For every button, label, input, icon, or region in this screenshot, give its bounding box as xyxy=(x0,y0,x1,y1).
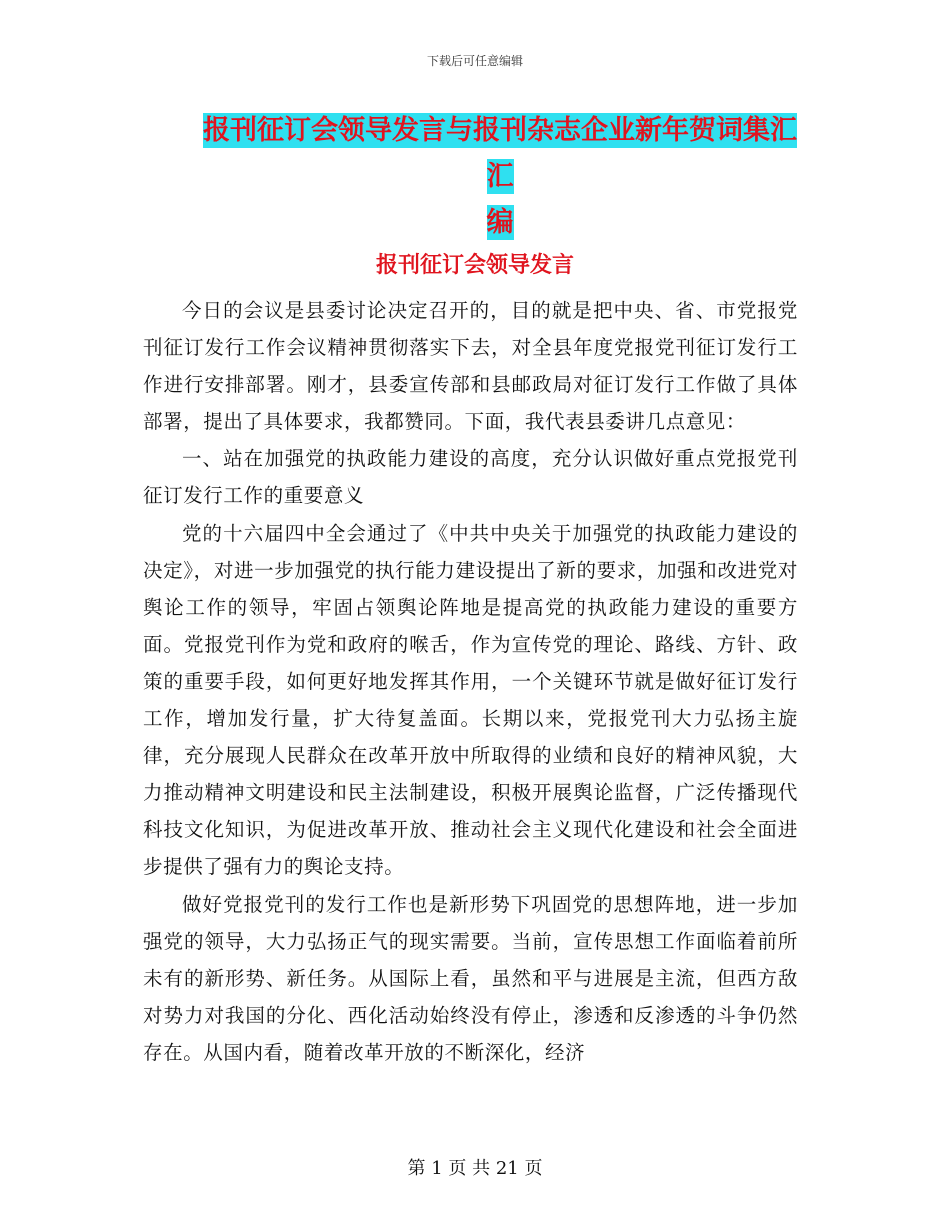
paragraph: 今日的会议是县委讨论决定召开的，目的就是把中央、省、市党报党刊征订发行工作会议精神贯彻落实下去，对全县年度党报党刊征订发行工作进行安排部署。刚才，县委宣传部和县邮政局对征订发行工作做了具体部署，提出了具体要求，我都赞同。下面，我代表县委讲几点意见： xyxy=(143,299,798,434)
document-title-line2: 编 xyxy=(486,207,514,238)
header-note: 下载后可任意编辑 xyxy=(426,54,523,68)
section-title: 报刊征订会领导发言 xyxy=(375,253,574,278)
body-text xyxy=(143,292,798,1071)
paragraph: 做好党报党刊的发行工作也是新形势下巩固党的思想阵地，进一步加强党的领导，大力弘扬正气的现实需要。当前，宣传思想工作面临着前所未有的新形势、新任务。从国际上看，虽然和平与进展是主流，但西方敌对势力对我国的分化、西化活动始终没有停止，渗透和反渗透的斗争仍然存在。从国内看，随着改革开放的不断深化，经济 xyxy=(143,892,798,1064)
paragraph: 一、站在加强党的执政能力建设的高度，充分认识做好重点党报党刊征订发行工作的重要意义 xyxy=(143,447,798,508)
document-title xyxy=(190,108,810,246)
document-title-line1: 报刊征订会领导发言与报刊杂志企业新年贺词集汇汇 xyxy=(203,115,797,192)
page-number-footer: 第 1 页 共 21 页 xyxy=(407,1158,543,1179)
paragraph: 党的十六届四中全会通过了《中共中央关于加强党的执政能力建设的决定》，对进一步加强党的执行能力建设提出了新的要求，加强和改进党对舆论工作的领导，牢固占领舆论阵地是提高党的执政能力建设的重要方面。党报党刊作为党和政府的喉舌，作为宣传党的理论、路线、方针、政策的重要手段，如何更好地发挥其作用，一个关键环节就是做好征订发行工作，增加发行量，扩大待复盖面。长期以来，党报党刊大力弘扬主旋律，充分展现人民群众在改革开放中所取得的业绩和良好的精神风貌，大力推动精神文明建设和民主法制建设，积极开展舆论监督，广泛传播现代科技文化知识，为促进改革开放、推动社会主义现代化建设和社会全面进步提供了强有力的舆论支持。 xyxy=(143,521,798,879)
